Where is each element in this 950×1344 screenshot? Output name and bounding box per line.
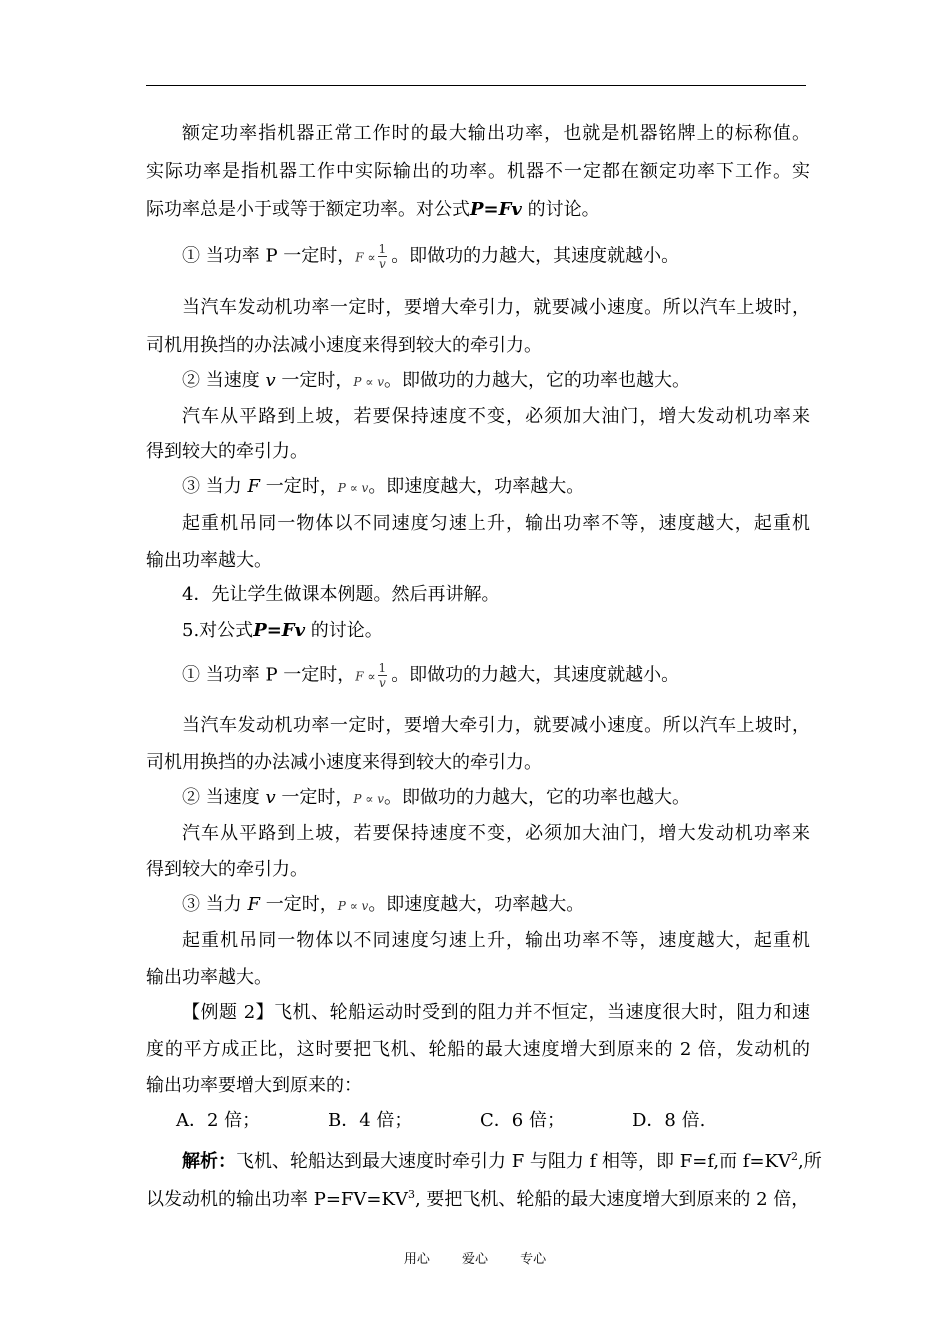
footer-word-2: 爱心: [461, 1252, 488, 1267]
para-car-uphill-line2: 司机用换挡的办法减小速度来得到较大的牵引力。: [146, 335, 542, 356]
fraction-1-over-v: $\frac{1}{v}$: [378, 661, 387, 690]
para-flat-to-slope-line1-repeat: 汽车从平路到上坡，若要保持速度不变，必须加大油门，增大发动机功率来: [182, 823, 810, 844]
para-rated-power-line2: 实际功率是指机器工作中实际输出的功率。机器不一定都在额定功率下工作。实: [146, 161, 810, 182]
para-car-uphill-line1: 当汽车发动机功率一定时，要增大牵引力，就要减小速度。所以汽车上坡时，: [182, 297, 810, 318]
para-flat-to-slope-line2-repeat: 得到较大的牵引力。: [146, 859, 308, 880]
example2-line1: 【例题 2】飞机、轮船运动时受到的阻力并不恒定，当速度很大时，阻力和速: [182, 1002, 810, 1023]
case2-speed-constant-repeat: ② 当速度 v 一定时，P ∝ v。即做功的力越大，它的功率也越大。: [182, 787, 690, 808]
option-d: D．8 倍.: [632, 1110, 706, 1131]
solution-label: 解析：: [182, 1151, 236, 1172]
step5-formula-discussion: 5.对公式P=Fv 的讨论。: [182, 620, 383, 641]
para-flat-to-slope-line2: 得到较大的牵引力。: [146, 441, 308, 462]
option-c: C．6 倍；: [480, 1110, 565, 1131]
page-footer: [0, 1248, 950, 1267]
case3-force-constant-repeat: ③ 当力 F 一定时，P ∝ v。即速度越大，功率越大。: [182, 894, 585, 915]
example2-line2: 度的平方成正比，这时要把飞机、轮船的最大速度增大到原来的 2 倍，发动机的: [146, 1039, 810, 1060]
solution-line1: 解析：飞机、轮船达到最大速度时牵引力 F 与阻力 f 相等，即 F=f,而 $f=KV^2$,所: [182, 1150, 822, 1172]
para-crane-line2-repeat: 输出功率越大。: [146, 967, 272, 988]
case2-speed-constant: ② 当速度 v 一定时，P ∝ v。即做功的力越大，它的功率也越大。: [182, 370, 690, 391]
para-crane-line1: 起重机吊同一物体以不同速度匀速上升，输出功率不等，速度越大，起重机: [182, 513, 810, 534]
para-crane-line2: 输出功率越大。: [146, 550, 272, 571]
formula-pfv: P=Fv: [470, 199, 522, 220]
para-crane-line1-repeat: 起重机吊同一物体以不同速度匀速上升，输出功率不等，速度越大，起重机: [182, 930, 810, 951]
para-rated-power-line3: 际功率总是小于或等于额定功率。对公式P=Fv 的讨论。: [146, 199, 600, 220]
example2-options: [176, 1108, 810, 1134]
example2-line3: 输出功率要增大到原来的：: [146, 1075, 362, 1096]
para-rated-power-line1: 额定功率指机器正常工作时的最大输出功率，也就是机器铭牌上的标称值。: [182, 123, 810, 144]
option-b: B．4 倍；: [328, 1110, 413, 1131]
footer-word-1: 用心: [403, 1252, 430, 1267]
para-flat-to-slope-line1: 汽车从平路到上坡，若要保持速度不变，必须加大油门，增大发动机功率来: [182, 406, 810, 427]
step4-textbook-example: 4．先让学生做课本例题。然后再讲解。: [182, 584, 500, 605]
case1-power-constant: ① 当功率 P 一定时，F ∝ $\frac{1}{v}$ 。即做功的力越大，其速度就越小。: [182, 242, 680, 271]
case1-power-constant-repeat: ① 当功率 P 一定时，F ∝ $\frac{1}{v}$ 。即做功的力越大，其速度就越小。: [182, 661, 680, 690]
para-car-uphill-line1-repeat: 当汽车发动机功率一定时，要增大牵引力，就要减小速度。所以汽车上坡时，: [182, 715, 810, 736]
case3-force-constant: ③ 当力 F 一定时，P ∝ v。即速度越大，功率越大。: [182, 476, 585, 497]
para-car-uphill-line2-repeat: 司机用换挡的办法减小速度来得到较大的牵引力。: [146, 752, 542, 773]
footer-word-3: 专心: [520, 1252, 547, 1267]
option-a: A．2 倍；: [176, 1110, 261, 1131]
solution-line2: 以发动机的输出功率 $P=FV=KV^3$, 要把飞机、轮船的最大速度增大到原来的 2 倍，: [146, 1188, 810, 1210]
header-rule: [146, 85, 806, 86]
fraction-1-over-v: $\frac{1}{v}$: [378, 242, 387, 271]
